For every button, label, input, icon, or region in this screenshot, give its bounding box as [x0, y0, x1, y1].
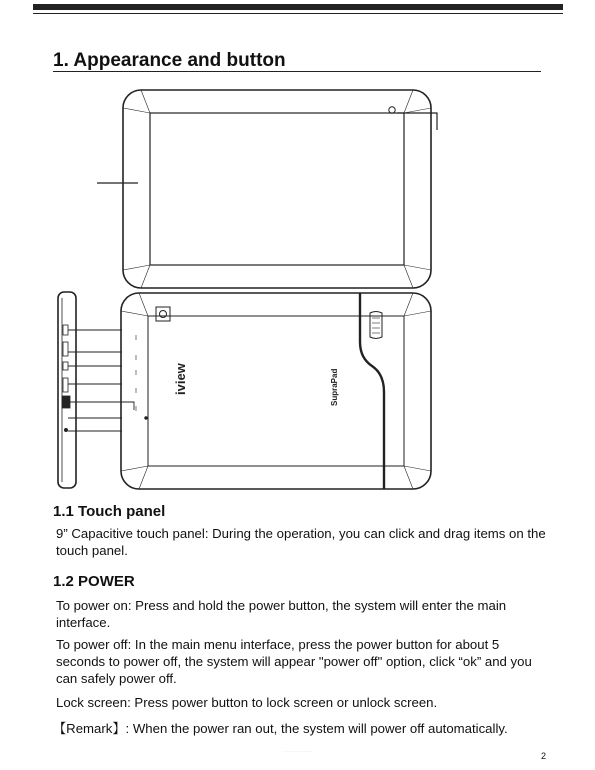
lock-screen-text: Lock screen: Press power button to lock screen or unlock screen. [56, 695, 438, 710]
power-heading: 1.2 POWER [53, 573, 135, 590]
brand-label: iview [173, 363, 188, 395]
touch-panel-heading: 1.1 Touch panel [53, 503, 166, 520]
rear-camera-icon [156, 307, 170, 321]
remark-text: 【Remark】: When the power ran out, the system will power off automatically. [53, 721, 508, 736]
tablet-side-view [58, 292, 134, 488]
power-on-text: To power on: Press and hold the power button, the system will enter the main interface. [56, 598, 507, 630]
section-title: 1. Appearance and button [53, 50, 286, 71]
model-label: SupraPad [330, 368, 339, 406]
power-off-text: To power off: In the main menu interface, press the power button for about 5 seconds to power off, the system will appear "power off" option, click “ok” and you can safely power off. [56, 637, 532, 686]
tablet-back-view [121, 293, 431, 489]
touch-panel-text: 9” Capacitive touch panel: During the operation, you can click and drag items on the touch panel. [56, 526, 546, 558]
front-camera-icon [389, 107, 395, 113]
page-number: 2 [541, 751, 547, 761]
tablet-front-view [97, 90, 437, 288]
footer-rule [0, 751, 595, 752]
